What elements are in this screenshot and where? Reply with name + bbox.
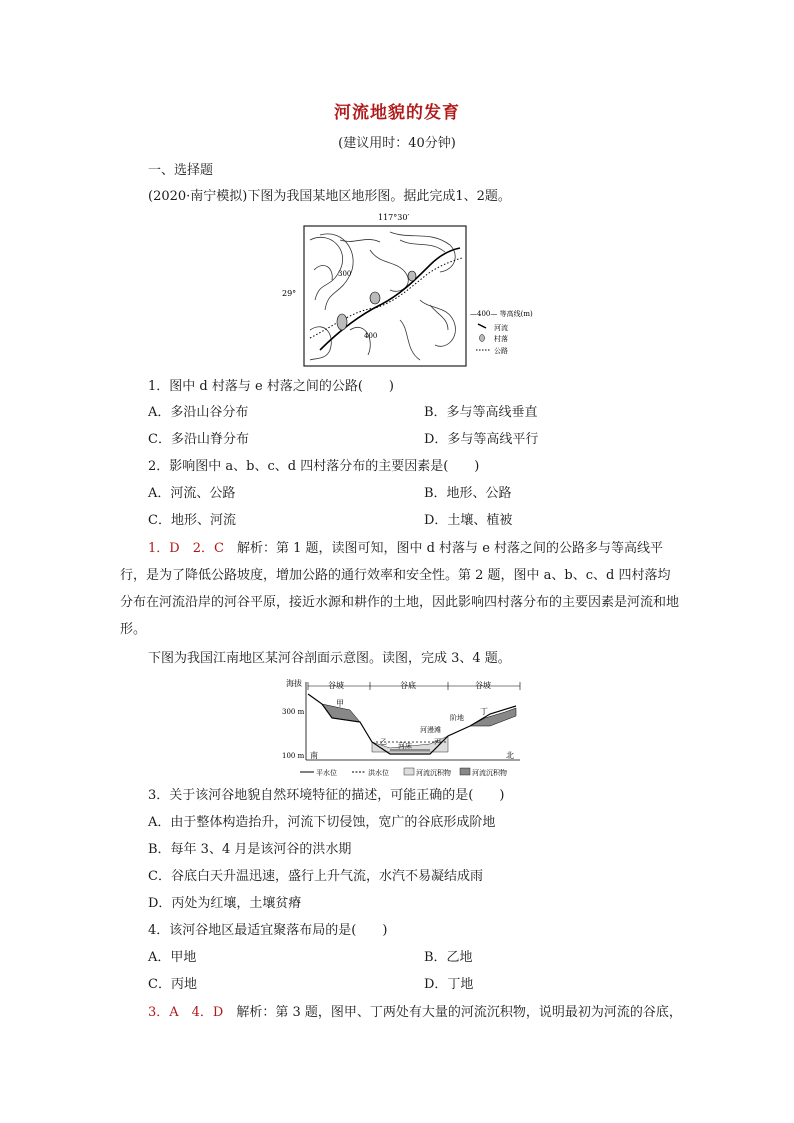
map-legend — [470, 309, 533, 355]
intro-q3-q4: 下图为我国江南地区某河谷剖面示意图。读图，完成 3、4 题。 — [148, 651, 511, 666]
village-marker — [337, 314, 347, 330]
section-heading: 一、选择题 — [148, 163, 214, 178]
profile-label-channel: 河床 — [398, 742, 412, 750]
legend-village: 村落 — [494, 335, 508, 343]
answer-q1-q2 — [120, 535, 680, 643]
profile-label-beach: 河漫滩 — [420, 726, 441, 734]
question-4-option-d: D．丁地 — [424, 977, 474, 992]
intro-q1-q2: (2020·南宁模拟)下图为我国某地区地形图。据此完成1、2题。 — [148, 189, 511, 204]
legend-road: 公路 — [494, 347, 508, 355]
legend-river-dep-symbol — [404, 768, 414, 775]
profile-label-jia: 甲 — [336, 699, 344, 708]
question-3-option-b: B．每年 3、4 月是该河谷的洪水期 — [148, 842, 352, 857]
profile-height-100: 100 m — [282, 752, 305, 760]
profile-deposit-right — [470, 708, 516, 726]
page-subtitle: (建议用时：40分钟) — [338, 136, 456, 151]
profile-height-300: 300 m — [282, 708, 305, 716]
question-4-option-a: A．甲地 — [148, 950, 197, 965]
legend-village-symbol — [480, 335, 485, 342]
answer-q3-q4 — [148, 1004, 682, 1022]
profile-slope-left: 谷坡 — [328, 681, 344, 690]
profile-altitude-label: 海拔 — [286, 679, 302, 688]
profile-north: 北 — [506, 751, 514, 760]
village-marker — [370, 292, 380, 304]
legend-contour: —400— 等高线(m) — [470, 310, 533, 318]
map-longitude-label: 117°30′ — [378, 213, 410, 222]
question-2-option-d: D．土壤、植被 — [424, 513, 513, 528]
map-frame — [304, 226, 466, 366]
village-marker — [408, 271, 416, 281]
legend-river-symbol — [478, 324, 486, 328]
question-1-option-b: B．多与等高线垂直 — [424, 405, 538, 420]
question-3-stem: 3．关于该河谷地貌自然环境特征的描述，可能正确的是( ) — [148, 788, 505, 803]
profile-bottom: 谷底 — [400, 681, 416, 690]
question-2-option-a: A．河流、公路 — [148, 486, 236, 501]
question-1-stem: 1．图中 d 村落与 e 村落之间的公路( ) — [148, 379, 394, 394]
page-title: 河流地貌的发育 — [334, 103, 460, 123]
answer-key: 3．A 4．D — [148, 1005, 224, 1020]
question-1-option-a: A．多沿山谷分布 — [148, 405, 249, 420]
legend-river-deposit: 河流沉积物 — [416, 769, 451, 777]
legend-river: 河流 — [494, 324, 508, 332]
profile-south: 南 — [310, 751, 318, 760]
profile-label-ding: 丁 — [480, 707, 488, 716]
map-latitude-label: 29° — [282, 289, 297, 298]
profile-label-yi: 乙 — [380, 738, 387, 746]
legend-old-deposit: 河流沉积物 — [472, 769, 507, 777]
question-3-option-c: C．谷底白天升温迅速，盛行上升气流，水汽不易凝结成雨 — [148, 869, 483, 884]
question-4-option-b: B．乙地 — [424, 950, 473, 965]
question-1-option-c: C．多沿山脊分布 — [148, 432, 249, 447]
question-1-option-d: D．多与等高线平行 — [424, 432, 539, 447]
answer-explanation: 解析：第 3 题，图甲、丁两处有大量的河流沉积物，说明最初为河流的谷底， — [236, 1005, 682, 1020]
river-valley-profile — [280, 674, 550, 780]
map-contour-label: 400 — [364, 332, 378, 340]
question-3-option-a: A．由于整体构造抬升，河流下切侵蚀，宽广的谷底形成阶地 — [148, 815, 496, 830]
question-2-option-c: C．地形、河流 — [148, 513, 236, 528]
question-2-option-b: B．地形、公路 — [424, 486, 512, 501]
answer-explanation: 解析：第 1 题，读图可知，图中 d 村落与 e 村落之间的公路多与等高线平行，是为了降低公路坡度，增加公路的通行效率和安全性。第 2 题，图中 a、b、c、d 四村落均分布在河流沿岸的河谷平原，接近水源和耕作的土地，因此影响四村落分布的主要因素是河流和地形。 — [120, 541, 680, 637]
question-3-option-d: D．丙处为红壤，土壤贫瘠 — [148, 896, 302, 911]
profile-slope-right: 谷坡 — [475, 681, 491, 690]
topographic-map — [280, 210, 550, 372]
legend-flood-water: 洪水位 — [368, 769, 389, 777]
legend-normal-water: 平水位 — [316, 769, 337, 777]
question-4-stem: 4．该河谷地区最适宜聚落布局的是( ) — [148, 923, 388, 938]
question-4-option-c: C．丙地 — [148, 977, 197, 992]
profile-legend — [300, 768, 507, 777]
profile-label-terrace: 阶地 — [450, 714, 464, 722]
profile-label-bing: 丙 — [434, 738, 441, 746]
answer-key: 1．D 2．C — [148, 541, 224, 556]
question-2-stem: 2．影响图中 a、b、c、d 四村落分布的主要因素是( ) — [148, 459, 480, 474]
legend-old-dep-symbol — [460, 768, 470, 775]
map-contour-label: 300 — [338, 270, 352, 278]
